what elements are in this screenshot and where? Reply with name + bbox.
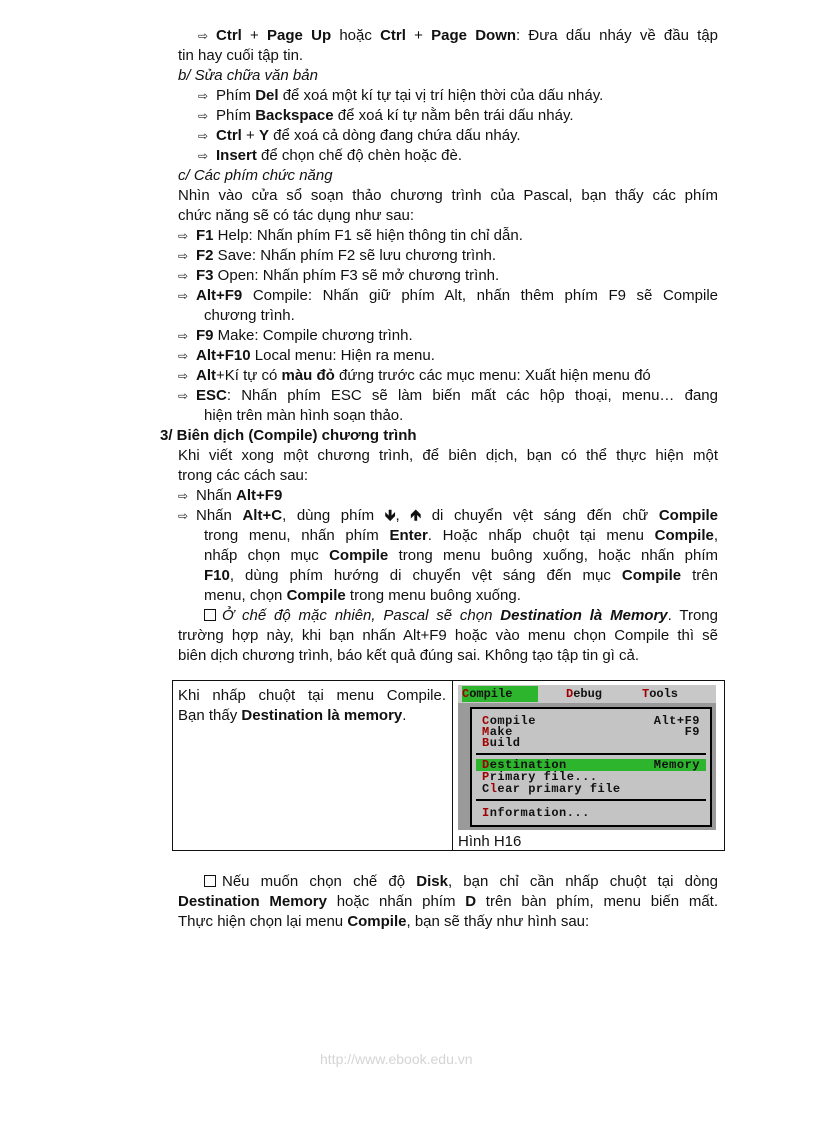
text-line: hiện trên màn hình soạn thảo. bbox=[204, 407, 404, 424]
arrow-right-icon: ⇨ bbox=[178, 249, 189, 263]
arrow-right-icon: ⇨ bbox=[178, 509, 189, 523]
bullet-item: ⇨ Alt+Kí tự có màu đỏ đứng trước các mục menu: Xuất hiện menu đó bbox=[178, 367, 651, 384]
table-text-cell: Khi nhấp chuột tại menu Compile. Bạn thấy Destination là memory. bbox=[178, 687, 446, 724]
menu-bar bbox=[458, 685, 716, 703]
bullet-item: ⇨ F2 Save: Nhấn phím F2 sẽ lưu chương trình. bbox=[178, 247, 497, 264]
menu-item-build[interactable]: Build bbox=[482, 736, 521, 750]
arrow-right-icon: ⇨ bbox=[178, 349, 189, 363]
section-heading: b/ Sửa chữa văn bản bbox=[178, 67, 318, 84]
text-line: tin hay cuối tập tin. bbox=[178, 47, 304, 64]
arrow-right-icon: ⇨ bbox=[198, 109, 209, 123]
menu-item-clear-primary-file[interactable]: Clear primary file bbox=[482, 782, 621, 796]
bullet-item: ⇨ Ctrl + Y để xoá cả dòng đang chứa dấu nháy. bbox=[198, 127, 521, 144]
arrow-right-icon: ⇨ bbox=[178, 489, 189, 503]
arrow-right-icon: ⇨ bbox=[198, 149, 209, 163]
watermark: http://www.ebook.edu.vn bbox=[320, 1051, 473, 1067]
menu-item-compile[interactable]: Compile Alt+F9 bbox=[482, 714, 700, 728]
menu-item-make[interactable]: Make F9 bbox=[482, 725, 700, 739]
bullet-item: ⇨ Nhấn Alt+C, dùng phím 🡻, 🡹 di chuyển vệt sáng đến chữ Compile bbox=[178, 507, 719, 524]
section-heading: c/ Các phím chức năng bbox=[178, 167, 333, 184]
checkbox-square-icon bbox=[204, 875, 216, 887]
figure-table bbox=[172, 680, 725, 851]
menu-debug[interactable]: Debug bbox=[566, 687, 603, 701]
bullet-item: ⇨ F1 Help: Nhấn phím F1 sẽ hiện thông tin chỉ dẫn. bbox=[178, 227, 523, 244]
menu-item-information[interactable]: Information... bbox=[482, 806, 590, 820]
arrow-right-icon: ⇨ bbox=[178, 389, 189, 403]
arrow-right-icon: ⇨ bbox=[198, 129, 209, 143]
text-line: chức năng sẽ có tác dụng như sau: bbox=[178, 207, 415, 224]
arrow-right-icon: ⇨ bbox=[198, 89, 209, 103]
bullet-item: ⇨ Phím Del để xoá một kí tự tại vị trí hiện thời của dấu nháy. bbox=[198, 87, 604, 104]
note-paragraph: Ở chế độ mặc nhiên, Pascal sẽ chọn Destination là Memory. Trong bbox=[204, 606, 718, 626]
arrow-up-icon: 🡹 bbox=[410, 507, 422, 524]
text-line: trường hợp này, khi bạn nhấn Alt+F9 hoặc vào menu chọn Compile thì sẽ bbox=[178, 627, 718, 644]
pascal-screenshot bbox=[458, 685, 716, 830]
bullet-item: ⇨ Phím Backspace để xoá kí tự nằm bên trái dấu nháy. bbox=[198, 107, 574, 124]
bullet-item: ⇨ Insert để chọn chế độ chèn hoặc đè. bbox=[198, 147, 463, 164]
menu-separator bbox=[476, 753, 706, 755]
menu-separator bbox=[476, 799, 706, 801]
figure-caption: Hình H16 bbox=[458, 833, 522, 850]
text-line: trong các cách sau: bbox=[178, 467, 309, 484]
text-line: menu, chọn Compile trong menu buông xuống. bbox=[204, 587, 521, 604]
table-divider bbox=[452, 681, 453, 850]
bullet-item: ⇨ Nhấn Alt+F9 bbox=[178, 487, 283, 504]
text-line: trong menu, nhấn phím Enter. Hoặc nhấp chuột tại menu Compile, bbox=[204, 527, 719, 544]
menu-compile[interactable]: Compile bbox=[462, 686, 538, 702]
text-line: F10, dùng phím hướng di chuyển vệt sáng đến mục Compile trên bbox=[204, 567, 718, 584]
text-line: chương trình. bbox=[204, 307, 295, 324]
arrow-right-icon: ⇨ bbox=[178, 329, 189, 343]
bullet-item: ⇨ Alt+F9 Compile: Nhấn giữ phím Alt, nhấn thêm phím F9 sẽ Compile bbox=[178, 287, 718, 304]
bullet-item: ⇨ Alt+F10 Local menu: Hiện ra menu. bbox=[178, 347, 435, 364]
text-line: Nhìn vào cửa sổ soạn thảo chương trình của Pascal, bạn thấy các phím bbox=[178, 187, 718, 204]
arrow-right-icon: ⇨ bbox=[178, 229, 189, 243]
note-paragraph: Nếu muốn chọn chế độ Disk, bạn chỉ cần nhấp chuột tại dòng bbox=[204, 872, 718, 892]
arrow-right-icon: ⇨ bbox=[198, 29, 209, 43]
checkbox-square-icon bbox=[204, 609, 216, 621]
text-line: Destination Memory hoặc nhấn phím D trên bàn phím, menu biến mất. bbox=[178, 893, 718, 910]
menu-tools[interactable]: Tools bbox=[642, 687, 679, 701]
bullet-item: ⇨ ESC: Nhấn phím ESC sẽ làm biến mất các hộp thoại, menu… đang bbox=[178, 387, 718, 404]
text-line: nhấp chọn mục Compile trong menu buông xuống, hoặc nhấn phím bbox=[204, 547, 718, 564]
arrow-right-icon: ⇨ bbox=[178, 269, 189, 283]
text-line: Thực hiện chọn lại menu Compile, bạn sẽ thấy như hình sau: bbox=[178, 913, 590, 930]
text-line: ⇨ Ctrl + Page Up hoặc Ctrl + Page Down: Đưa dấu nháy về đầu tập bbox=[198, 27, 718, 44]
text-line: biên dịch chương trình, báo kết quả đúng sai. Không tạo tập tin gì cả. bbox=[178, 647, 640, 664]
menu-item-destination[interactable]: Destination Memory bbox=[482, 758, 700, 772]
text-line: Khi viết xong một chương trình, để biên dịch, bạn có thể thực hiện một bbox=[178, 447, 718, 464]
arrow-right-icon: ⇨ bbox=[178, 369, 189, 383]
arrow-down-icon: 🡻 bbox=[384, 507, 396, 524]
bullet-item: ⇨ F3 Open: Nhấn phím F3 sẽ mở chương trình. bbox=[178, 267, 500, 284]
compile-dropdown bbox=[470, 707, 712, 827]
menu-item-primary-file[interactable]: Primary file... bbox=[482, 770, 598, 784]
section-heading: 3/ Biên dịch (Compile) chương trình bbox=[160, 427, 417, 444]
arrow-right-icon: ⇨ bbox=[178, 289, 189, 303]
bullet-item: ⇨ F9 Make: Compile chương trình. bbox=[178, 327, 413, 344]
